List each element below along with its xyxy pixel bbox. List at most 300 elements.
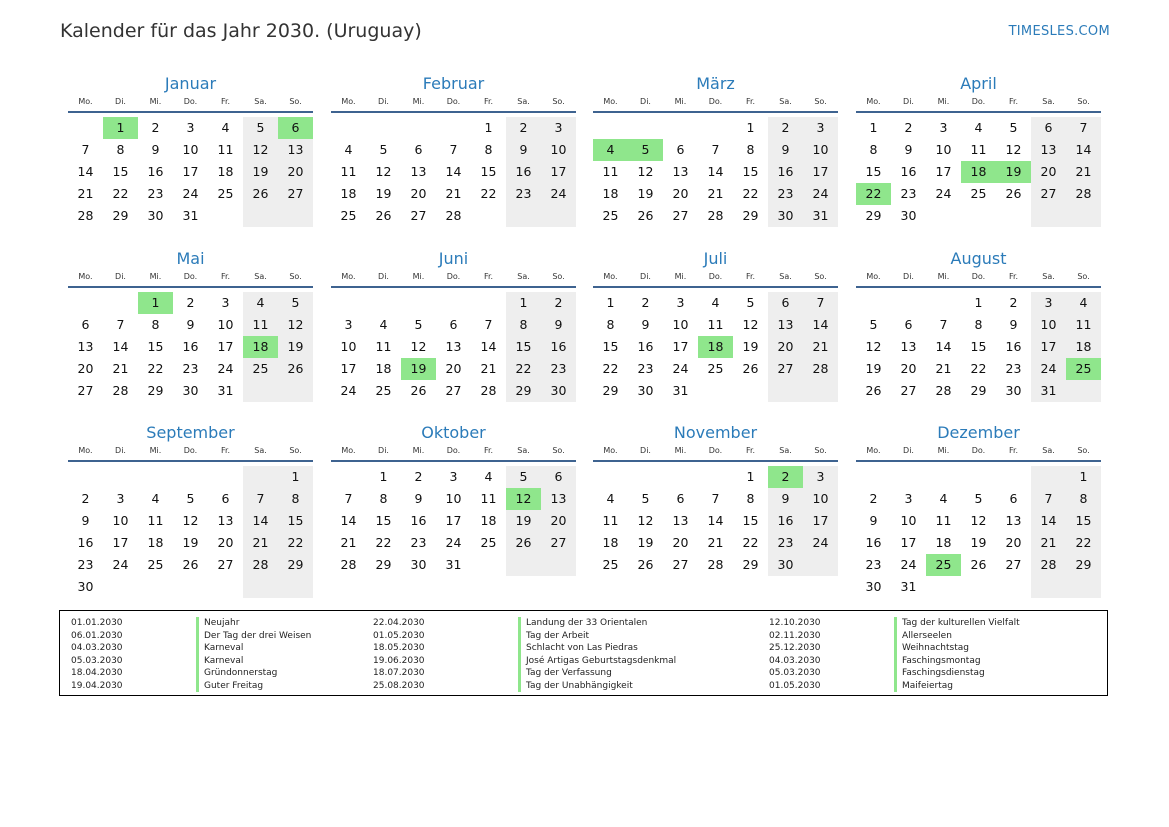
day-cell[interactable]: 14	[935, 339, 952, 354]
day-cell[interactable]: 15	[480, 164, 497, 179]
day-cell[interactable]: 25	[707, 361, 724, 376]
day-cell[interactable]: 24	[900, 557, 917, 572]
day-cell[interactable]: 18	[602, 186, 619, 201]
day-cell[interactable]: 11	[1066, 314, 1101, 336]
day-cell[interactable]: 21	[77, 186, 94, 201]
day-cell[interactable]: 27	[410, 208, 427, 223]
day-cell[interactable]: 8	[1066, 488, 1101, 510]
day-cell[interactable]: 22	[278, 532, 313, 554]
day-cell[interactable]: 30	[865, 579, 882, 594]
day-cell[interactable]: 31	[672, 383, 689, 398]
day-cell[interactable]: 13	[278, 139, 313, 161]
day-cell[interactable]: 18	[340, 186, 357, 201]
day-cell[interactable]: 22	[506, 358, 541, 380]
day-cell[interactable]: 7	[939, 317, 948, 332]
day-cell[interactable]: 17	[340, 361, 357, 376]
day-cell[interactable]: 13	[541, 488, 576, 510]
day-cell[interactable]: 2	[506, 117, 541, 139]
holiday-day-cell[interactable]: 1	[103, 117, 138, 139]
day-cell[interactable]: 5	[1009, 120, 1018, 135]
day-cell[interactable]: 11	[243, 314, 278, 336]
day-cell[interactable]: 1	[484, 120, 493, 135]
day-cell[interactable]: 30	[637, 383, 654, 398]
day-cell[interactable]: 5	[243, 117, 278, 139]
day-cell[interactable]: 11	[707, 317, 724, 332]
site-link[interactable]: TIMESLES.COM	[1008, 24, 1110, 39]
day-cell[interactable]: 28	[243, 554, 278, 576]
day-cell[interactable]: 10	[935, 142, 952, 157]
day-cell[interactable]: 14	[445, 164, 462, 179]
day-cell[interactable]: 16	[541, 336, 576, 358]
day-cell[interactable]: 31	[182, 208, 199, 223]
day-cell[interactable]: 18	[217, 164, 234, 179]
day-cell[interactable]: 23	[900, 186, 917, 201]
day-cell[interactable]: 3	[939, 120, 948, 135]
day-cell[interactable]: 17	[112, 535, 129, 550]
day-cell[interactable]: 8	[869, 142, 878, 157]
day-cell[interactable]: 18	[935, 535, 952, 550]
day-cell[interactable]: 19	[742, 339, 759, 354]
day-cell[interactable]: 26	[970, 557, 987, 572]
day-cell[interactable]: 25	[243, 358, 278, 380]
day-cell[interactable]: 31	[803, 205, 838, 227]
day-cell[interactable]: 20	[900, 361, 917, 376]
holiday-day-cell[interactable]: 12	[506, 488, 541, 510]
day-cell[interactable]: 28	[803, 358, 838, 380]
day-cell[interactable]: 20	[672, 186, 689, 201]
holiday-day-cell[interactable]: 4	[593, 139, 628, 161]
day-cell[interactable]: 14	[707, 513, 724, 528]
day-cell[interactable]: 10	[803, 139, 838, 161]
day-cell[interactable]: 15	[970, 339, 987, 354]
day-cell[interactable]: 23	[410, 535, 427, 550]
day-cell[interactable]: 8	[746, 491, 755, 506]
day-cell[interactable]: 6	[1031, 117, 1066, 139]
day-cell[interactable]: 19	[182, 535, 199, 550]
day-cell[interactable]: 14	[480, 339, 497, 354]
day-cell[interactable]: 27	[1005, 557, 1022, 572]
day-cell[interactable]: 25	[217, 186, 234, 201]
day-cell[interactable]: 23	[77, 557, 94, 572]
day-cell[interactable]: 2	[869, 491, 878, 506]
day-cell[interactable]: 25	[147, 557, 164, 572]
day-cell[interactable]: 27	[672, 557, 689, 572]
day-cell[interactable]: 2	[414, 469, 423, 484]
day-cell[interactable]: 27	[278, 183, 313, 205]
day-cell[interactable]: 4	[939, 491, 948, 506]
day-cell[interactable]: 4	[606, 491, 615, 506]
day-cell[interactable]: 23	[541, 358, 576, 380]
day-cell[interactable]: 13	[672, 164, 689, 179]
day-cell[interactable]: 17	[672, 339, 689, 354]
day-cell[interactable]: 3	[344, 317, 353, 332]
day-cell[interactable]: 1	[379, 469, 388, 484]
day-cell[interactable]: 15	[865, 164, 882, 179]
day-cell[interactable]: 28	[1031, 554, 1066, 576]
day-cell[interactable]: 9	[641, 317, 650, 332]
day-cell[interactable]: 4	[344, 142, 353, 157]
day-cell[interactable]: 24	[935, 186, 952, 201]
day-cell[interactable]: 16	[768, 510, 803, 532]
day-cell[interactable]: 5	[186, 491, 195, 506]
day-cell[interactable]: 1	[746, 469, 755, 484]
day-cell[interactable]: 25	[602, 557, 619, 572]
day-cell[interactable]: 7	[449, 142, 458, 157]
day-cell[interactable]: 30	[147, 208, 164, 223]
day-cell[interactable]: 8	[506, 314, 541, 336]
day-cell[interactable]: 3	[116, 491, 125, 506]
day-cell[interactable]: 2	[151, 120, 160, 135]
day-cell[interactable]: 3	[541, 117, 576, 139]
day-cell[interactable]: 21	[707, 186, 724, 201]
day-cell[interactable]: 19	[375, 186, 392, 201]
day-cell[interactable]: 5	[746, 295, 755, 310]
holiday-day-cell[interactable]: 25	[926, 554, 961, 576]
day-cell[interactable]: 18	[375, 361, 392, 376]
day-cell[interactable]: 1	[869, 120, 878, 135]
day-cell[interactable]: 11	[480, 491, 497, 506]
day-cell[interactable]: 27	[541, 532, 576, 554]
day-cell[interactable]: 15	[375, 513, 392, 528]
holiday-day-cell[interactable]: 1	[138, 292, 173, 314]
day-cell[interactable]: 9	[904, 142, 913, 157]
day-cell[interactable]: 7	[803, 292, 838, 314]
day-cell[interactable]: 30	[900, 208, 917, 223]
day-cell[interactable]: 1	[278, 466, 313, 488]
day-cell[interactable]: 20	[278, 161, 313, 183]
day-cell[interactable]: 7	[711, 142, 720, 157]
day-cell[interactable]: 21	[445, 186, 462, 201]
day-cell[interactable]: 13	[672, 513, 689, 528]
day-cell[interactable]: 25	[602, 208, 619, 223]
day-cell[interactable]: 2	[641, 295, 650, 310]
day-cell[interactable]: 26	[182, 557, 199, 572]
day-cell[interactable]: 24	[672, 361, 689, 376]
day-cell[interactable]: 4	[243, 292, 278, 314]
day-cell[interactable]: 19	[243, 161, 278, 183]
day-cell[interactable]: 6	[449, 317, 458, 332]
day-cell[interactable]: 16	[900, 164, 917, 179]
day-cell[interactable]: 31	[1031, 380, 1066, 402]
day-cell[interactable]: 24	[541, 183, 576, 205]
day-cell[interactable]: 19	[970, 535, 987, 550]
day-cell[interactable]: 26	[278, 358, 313, 380]
day-cell[interactable]: 6	[676, 491, 685, 506]
day-cell[interactable]: 28	[445, 208, 462, 223]
day-cell[interactable]: 9	[414, 491, 423, 506]
day-cell[interactable]: 26	[243, 183, 278, 205]
day-cell[interactable]: 17	[445, 513, 462, 528]
day-cell[interactable]: 1	[1066, 466, 1101, 488]
day-cell[interactable]: 14	[77, 164, 94, 179]
day-cell[interactable]: 8	[974, 317, 983, 332]
day-cell[interactable]: 28	[707, 557, 724, 572]
day-cell[interactable]: 10	[112, 513, 129, 528]
day-cell[interactable]: 6	[768, 292, 803, 314]
day-cell[interactable]: 9	[151, 142, 160, 157]
day-cell[interactable]: 6	[676, 142, 685, 157]
day-cell[interactable]: 20	[768, 336, 803, 358]
day-cell[interactable]: 22	[1066, 532, 1101, 554]
day-cell[interactable]: 7	[711, 491, 720, 506]
day-cell[interactable]: 12	[637, 513, 654, 528]
day-cell[interactable]: 19	[278, 336, 313, 358]
day-cell[interactable]: 11	[217, 142, 234, 157]
day-cell[interactable]: 27	[900, 383, 917, 398]
day-cell[interactable]: 13	[77, 339, 94, 354]
day-cell[interactable]: 21	[803, 336, 838, 358]
day-cell[interactable]: 24	[803, 532, 838, 554]
day-cell[interactable]: 7	[1031, 488, 1066, 510]
day-cell[interactable]: 16	[410, 513, 427, 528]
day-cell[interactable]: 16	[865, 535, 882, 550]
day-cell[interactable]: 22	[970, 361, 987, 376]
day-cell[interactable]: 6	[1009, 491, 1018, 506]
day-cell[interactable]: 1	[606, 295, 615, 310]
day-cell[interactable]: 23	[768, 532, 803, 554]
holiday-day-cell[interactable]: 2	[768, 466, 803, 488]
day-cell[interactable]: 13	[445, 339, 462, 354]
day-cell[interactable]: 21	[340, 535, 357, 550]
day-cell[interactable]: 23	[768, 183, 803, 205]
day-cell[interactable]: 19	[637, 535, 654, 550]
day-cell[interactable]: 7	[344, 491, 353, 506]
day-cell[interactable]: 9	[768, 488, 803, 510]
day-cell[interactable]: 22	[742, 535, 759, 550]
day-cell[interactable]: 10	[182, 142, 199, 157]
day-cell[interactable]: 7	[116, 317, 125, 332]
day-cell[interactable]: 29	[742, 557, 759, 572]
day-cell[interactable]: 27	[445, 383, 462, 398]
holiday-day-cell[interactable]: 6	[278, 117, 313, 139]
day-cell[interactable]: 25	[970, 186, 987, 201]
day-cell[interactable]: 29	[375, 557, 392, 572]
day-cell[interactable]: 15	[506, 336, 541, 358]
day-cell[interactable]: 30	[768, 205, 803, 227]
day-cell[interactable]: 7	[243, 488, 278, 510]
day-cell[interactable]: 3	[904, 491, 913, 506]
day-cell[interactable]: 12	[1005, 142, 1022, 157]
day-cell[interactable]: 17	[803, 161, 838, 183]
day-cell[interactable]: 23	[865, 557, 882, 572]
day-cell[interactable]: 9	[1009, 317, 1018, 332]
day-cell[interactable]: 24	[182, 186, 199, 201]
day-cell[interactable]: 27	[672, 208, 689, 223]
day-cell[interactable]: 12	[865, 339, 882, 354]
day-cell[interactable]: 15	[112, 164, 129, 179]
day-cell[interactable]: 29	[602, 383, 619, 398]
day-cell[interactable]: 20	[541, 510, 576, 532]
day-cell[interactable]: 27	[768, 358, 803, 380]
day-cell[interactable]: 10	[1031, 314, 1066, 336]
day-cell[interactable]: 23	[147, 186, 164, 201]
day-cell[interactable]: 20	[1005, 535, 1022, 550]
day-cell[interactable]: 11	[147, 513, 164, 528]
day-cell[interactable]: 10	[340, 339, 357, 354]
day-cell[interactable]: 14	[243, 510, 278, 532]
day-cell[interactable]: 26	[410, 383, 427, 398]
day-cell[interactable]: 1	[506, 292, 541, 314]
day-cell[interactable]: 22	[480, 186, 497, 201]
day-cell[interactable]: 15	[1066, 510, 1101, 532]
day-cell[interactable]: 10	[541, 139, 576, 161]
day-cell[interactable]: 28	[707, 208, 724, 223]
day-cell[interactable]: 29	[112, 208, 129, 223]
day-cell[interactable]: 22	[375, 535, 392, 550]
day-cell[interactable]: 5	[414, 317, 423, 332]
day-cell[interactable]: 15	[742, 513, 759, 528]
day-cell[interactable]: 8	[746, 142, 755, 157]
day-cell[interactable]: 20	[410, 186, 427, 201]
day-cell[interactable]: 4	[379, 317, 388, 332]
day-cell[interactable]: 13	[900, 339, 917, 354]
day-cell[interactable]: 14	[1031, 510, 1066, 532]
day-cell[interactable]: 1	[974, 295, 983, 310]
day-cell[interactable]: 22	[112, 186, 129, 201]
day-cell[interactable]: 6	[904, 317, 913, 332]
day-cell[interactable]: 16	[77, 535, 94, 550]
day-cell[interactable]: 31	[217, 383, 234, 398]
day-cell[interactable]: 24	[217, 361, 234, 376]
day-cell[interactable]: 8	[278, 488, 313, 510]
day-cell[interactable]: 29	[865, 208, 882, 223]
day-cell[interactable]: 16	[147, 164, 164, 179]
day-cell[interactable]: 9	[81, 513, 90, 528]
day-cell[interactable]: 27	[1031, 183, 1066, 205]
day-cell[interactable]: 26	[865, 383, 882, 398]
day-cell[interactable]: 30	[768, 554, 803, 576]
day-cell[interactable]: 21	[1066, 161, 1101, 183]
day-cell[interactable]: 11	[602, 513, 619, 528]
day-cell[interactable]: 29	[742, 208, 759, 223]
day-cell[interactable]: 31	[445, 557, 462, 572]
day-cell[interactable]: 27	[217, 557, 234, 572]
day-cell[interactable]: 5	[506, 466, 541, 488]
day-cell[interactable]: 19	[637, 186, 654, 201]
day-cell[interactable]: 12	[410, 339, 427, 354]
day-cell[interactable]: 29	[506, 380, 541, 402]
day-cell[interactable]: 8	[379, 491, 388, 506]
holiday-day-cell[interactable]: 19	[996, 161, 1031, 183]
day-cell[interactable]: 30	[77, 579, 94, 594]
day-cell[interactable]: 18	[602, 535, 619, 550]
day-cell[interactable]: 7	[1066, 117, 1101, 139]
day-cell[interactable]: 5	[278, 292, 313, 314]
holiday-day-cell[interactable]: 5	[628, 139, 663, 161]
day-cell[interactable]: 5	[974, 491, 983, 506]
day-cell[interactable]: 9	[869, 513, 878, 528]
day-cell[interactable]: 16	[182, 339, 199, 354]
holiday-day-cell[interactable]: 22	[856, 183, 891, 205]
day-cell[interactable]: 21	[935, 361, 952, 376]
day-cell[interactable]: 15	[147, 339, 164, 354]
day-cell[interactable]: 19	[865, 361, 882, 376]
day-cell[interactable]: 8	[606, 317, 615, 332]
day-cell[interactable]: 25	[480, 535, 497, 550]
day-cell[interactable]: 17	[935, 164, 952, 179]
day-cell[interactable]: 22	[147, 361, 164, 376]
day-cell[interactable]: 18	[480, 513, 497, 528]
day-cell[interactable]: 17	[1031, 336, 1066, 358]
day-cell[interactable]: 14	[803, 314, 838, 336]
day-cell[interactable]: 31	[900, 579, 917, 594]
day-cell[interactable]: 26	[637, 557, 654, 572]
day-cell[interactable]: 29	[147, 383, 164, 398]
day-cell[interactable]: 26	[742, 361, 759, 376]
day-cell[interactable]: 9	[506, 139, 541, 161]
day-cell[interactable]: 8	[484, 142, 493, 157]
day-cell[interactable]: 24	[1031, 358, 1066, 380]
day-cell[interactable]: 15	[742, 164, 759, 179]
day-cell[interactable]: 21	[243, 532, 278, 554]
day-cell[interactable]: 4	[484, 469, 493, 484]
day-cell[interactable]: 28	[340, 557, 357, 572]
day-cell[interactable]: 23	[637, 361, 654, 376]
day-cell[interactable]: 16	[768, 161, 803, 183]
day-cell[interactable]: 4	[711, 295, 720, 310]
day-cell[interactable]: 16	[1005, 339, 1022, 354]
day-cell[interactable]: 10	[217, 317, 234, 332]
day-cell[interactable]: 9	[768, 139, 803, 161]
day-cell[interactable]: 29	[278, 554, 313, 576]
holiday-day-cell[interactable]: 25	[1066, 358, 1101, 380]
day-cell[interactable]: 2	[768, 117, 803, 139]
day-cell[interactable]: 17	[803, 510, 838, 532]
day-cell[interactable]: 13	[1005, 513, 1022, 528]
day-cell[interactable]: 5	[379, 142, 388, 157]
day-cell[interactable]: 3	[221, 295, 230, 310]
day-cell[interactable]: 4	[221, 120, 230, 135]
day-cell[interactable]: 21	[112, 361, 129, 376]
day-cell[interactable]: 26	[1005, 186, 1022, 201]
day-cell[interactable]: 11	[935, 513, 952, 528]
day-cell[interactable]: 3	[449, 469, 458, 484]
holiday-day-cell[interactable]: 18	[243, 336, 278, 358]
day-cell[interactable]: 2	[541, 292, 576, 314]
day-cell[interactable]: 4	[151, 491, 160, 506]
day-cell[interactable]: 11	[970, 142, 987, 157]
day-cell[interactable]: 22	[602, 361, 619, 376]
day-cell[interactable]: 6	[221, 491, 230, 506]
day-cell[interactable]: 20	[217, 535, 234, 550]
day-cell[interactable]: 2	[186, 295, 195, 310]
day-cell[interactable]: 2	[81, 491, 90, 506]
day-cell[interactable]: 23	[506, 183, 541, 205]
day-cell[interactable]: 20	[672, 535, 689, 550]
day-cell[interactable]: 3	[676, 295, 685, 310]
day-cell[interactable]: 20	[1031, 161, 1066, 183]
day-cell[interactable]: 21	[480, 361, 497, 376]
day-cell[interactable]: 24	[340, 383, 357, 398]
day-cell[interactable]: 9	[186, 317, 195, 332]
day-cell[interactable]: 6	[81, 317, 90, 332]
day-cell[interactable]: 16	[506, 161, 541, 183]
day-cell[interactable]: 12	[742, 317, 759, 332]
day-cell[interactable]: 30	[1005, 383, 1022, 398]
day-cell[interactable]: 4	[974, 120, 983, 135]
holiday-day-cell[interactable]: 19	[401, 358, 436, 380]
day-cell[interactable]: 22	[742, 186, 759, 201]
day-cell[interactable]: 8	[116, 142, 125, 157]
day-cell[interactable]: 18	[1066, 336, 1101, 358]
day-cell[interactable]: 24	[445, 535, 462, 550]
day-cell[interactable]: 17	[900, 535, 917, 550]
day-cell[interactable]: 11	[340, 164, 357, 179]
day-cell[interactable]: 24	[803, 183, 838, 205]
day-cell[interactable]: 2	[1009, 295, 1018, 310]
day-cell[interactable]: 3	[1031, 292, 1066, 314]
day-cell[interactable]: 14	[707, 164, 724, 179]
